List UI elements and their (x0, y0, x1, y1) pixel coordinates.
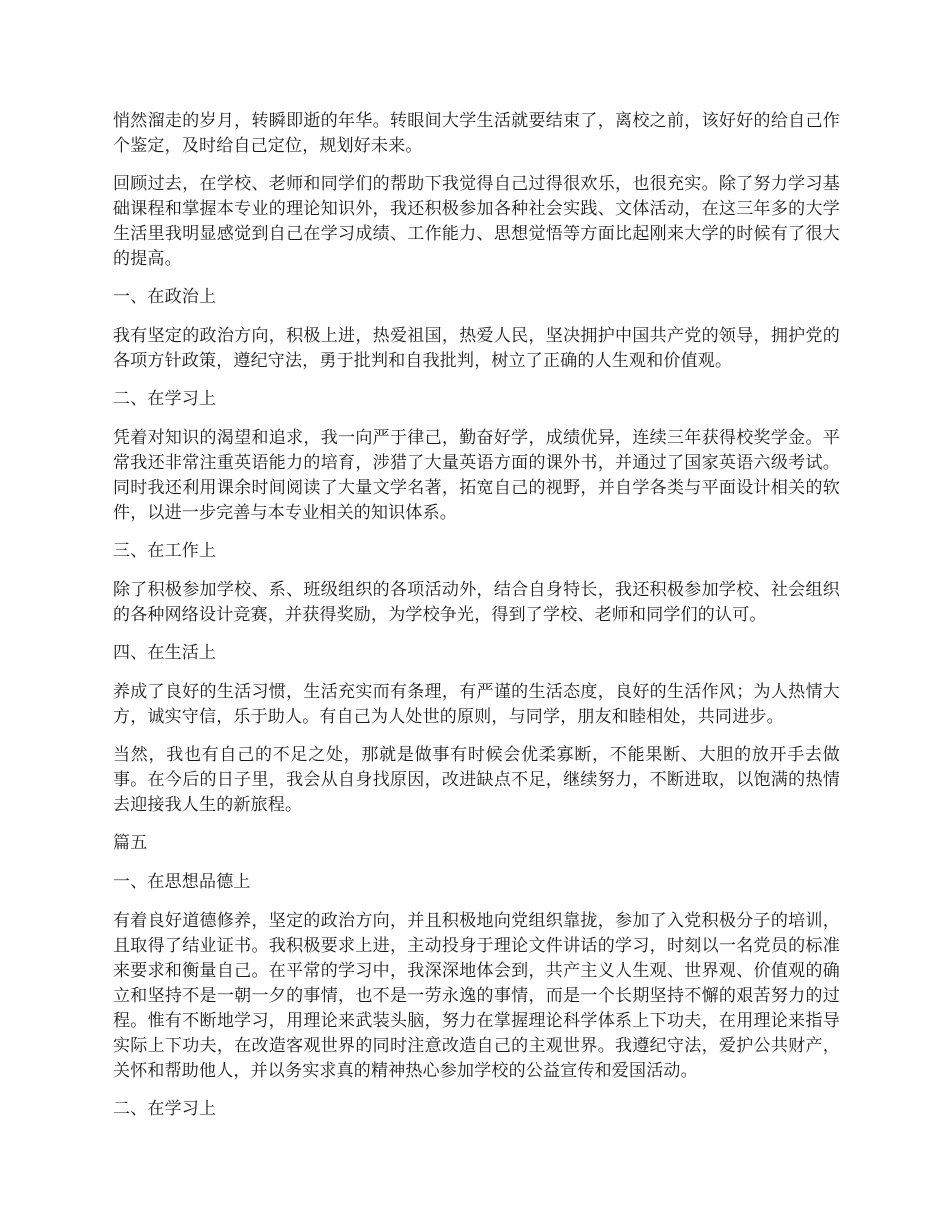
paragraph-moral: 有着良好道德修养，坚定的政治方向，并且积极地向党组织靠拢，参加了入党积极分子的培训，且取得了结业证书。我积极要求上进，主动投身于理论文件讲话的学习，时刻以一名党员的标准来要求和衡量自己。在平常的学习中，我深深地体会到，共产主义人生观、世界观、价值观的确立和坚持不是一朝一夕的事情，也不是一劳永逸的事情，而是一个长期坚持不懈的艰苦努力的过程。惟有不断地学习，用理论来武装头脑，努力在掌握理论科学体系上下功夫，在用理论来指导实际上下功夫，在改造客观世界的同时注意改造自己的主观世界。我遵纪守法，爱护公共财产，关怀和帮助他人，并以务实求真的精神热心参加学校的公益宣传和爱国活动。 (113, 911, 840, 1081)
heading-work: 三、在工作上 (113, 541, 217, 561)
heading-politics: 一、在政治上 (113, 287, 217, 307)
section-title-part-five: 篇五 (113, 833, 148, 853)
paragraph-review: 回顾过去，在学校、老师和同学们的帮助下我觉得自己过得很欢乐，也很充实。除了努力学习基础课程和掌握本专业的理论知识外，我还积极参加各种社会实践、文体活动，在这三年多的大学生活里我明显感觉到自己在学习成绩、工作能力、思想觉悟等方面比起刚来大学的时候有了很大的提高。 (113, 174, 840, 269)
paragraph-shortcomings: 当然，我也有自己的不足之处，那就是做事有时候会优柔寡断，不能果断、大胆的放开手去做事。在今后的日子里，我会从自身找原因，改进缺点不足，继续努力，不断进取，以饱满的热情去迎接我人生的新旅程。 (113, 745, 840, 815)
paragraph-politics: 我有坚定的政治方向，积极上进，热爱祖国，热爱人民，坚决拥护中国共产党的领导，拥护党的各项方针政策，遵纪守法，勇于批判和自我批判，树立了正确的人生观和价值观。 (113, 326, 840, 371)
heading-study-2: 二、在学习上 (113, 1099, 217, 1119)
paragraph-life: 养成了良好的生活习惯，生活充实而有条理，有严谨的生活态度，良好的生活作风；为人热情大方，诚实守信，乐于助人。有自己为人处世的原则，与同学，朋友和睦相处，共同进步。 (113, 682, 840, 727)
heading-moral: 一、在思想品德上 (113, 872, 251, 892)
paragraph-intro: 悄然溜走的岁月，转瞬即逝的年华。转眼间大学生活就要结束了，离校之前，该好好的给自己作个鉴定，及时给自己定位，规划好未来。 (113, 111, 840, 156)
heading-life: 四、在生活上 (113, 643, 217, 663)
paragraph-study: 凭着对知识的渴望和追求，我一向严于律己，勤奋好学，成绩优异，连续三年获得校奖学金。平常我还非常注重英语能力的培育，涉猎了大量英语方面的课外书，并通过了国家英语六级考试。同时我还利用课余时间阅读了大量文学名著，拓宽自己的视野，并自学各类与平面设计相关的软件，以进一步完善与本专业相关的知识体系。 (113, 428, 840, 523)
heading-study: 二、在学习上 (113, 389, 217, 409)
paragraph-work: 除了积极参加学校、系、班级组织的各项活动外，结合自身特长，我还积极参加学校、社会组织的各种网络设计竞赛，并获得奖励，为学校争光，得到了学校、老师和同学们的认可。 (113, 580, 840, 625)
